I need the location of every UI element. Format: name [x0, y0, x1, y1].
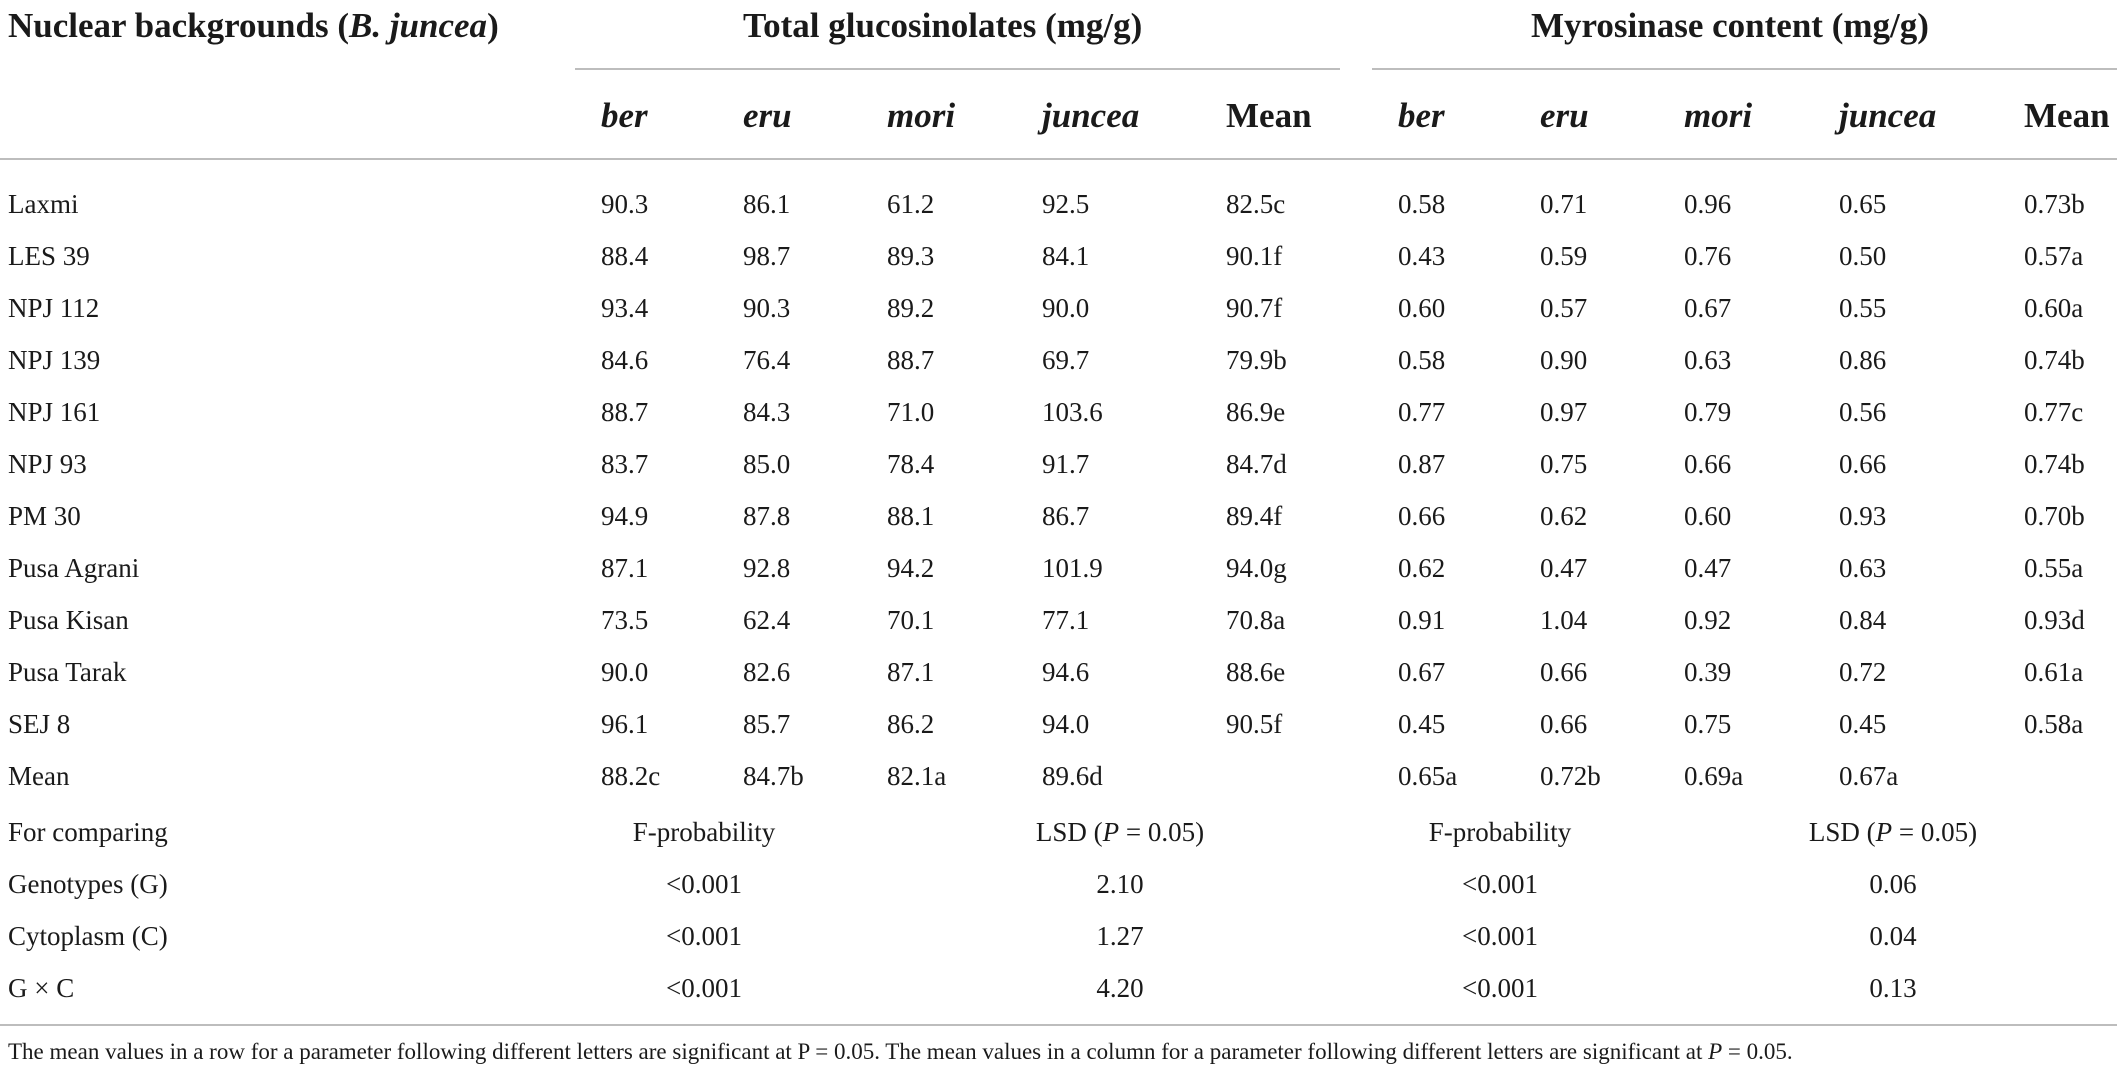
row-label: NPJ 139: [8, 345, 101, 375]
g1-lsd-label: [1036, 806, 1204, 858]
glucosinolate-cell: 94.2: [887, 553, 935, 583]
myrosinase-cell: 0.77c: [2024, 397, 2084, 427]
column-header-nuclear-backgrounds: [8, 8, 499, 43]
glucosinolate-cell: 90.1f: [1226, 241, 1283, 271]
myrosinase-cell: 0.55a: [2024, 553, 2084, 583]
glucosinolate-cell: 89.4f: [1226, 501, 1283, 531]
myrosinase-cell: 0.59: [1540, 241, 1588, 271]
lsd-suffix: = 0.05): [1892, 817, 1978, 847]
row-label: Pusa Kisan: [8, 605, 129, 635]
table-row: [0, 334, 2117, 386]
glucosinolate-cell: 82.1a: [887, 761, 947, 791]
myrosinase-cell: 0.75: [1684, 709, 1732, 739]
comparison-row-label: G × C: [8, 973, 75, 1003]
footnote-p: P: [1708, 1039, 1723, 1064]
glucosinolate-cell: 92.8: [743, 553, 791, 583]
glucosinolate-cell: 87.1: [887, 657, 935, 687]
glucosinolate-cell: 88.4: [601, 241, 649, 271]
myrosinase-cell: 0.43: [1398, 241, 1446, 271]
table-row: [0, 750, 2117, 802]
myrosinase-cell: 0.60a: [2024, 293, 2084, 323]
glucosinolate-cell: 86.9e: [1226, 397, 1286, 427]
myrosinase-cell: 0.57a: [2024, 241, 2084, 271]
glucosinolate-cell: 89.6d: [1042, 761, 1103, 791]
glucosinolate-cell: 88.7: [887, 345, 935, 375]
glucosinolate-cell: 103.6: [1042, 397, 1103, 427]
myrosinase-cell: 0.67a: [1839, 761, 1899, 791]
table-bottom-rule: [0, 1024, 2117, 1026]
glucosinolate-cell: 88.6e: [1226, 657, 1286, 687]
glucosinolate-cell: 88.2c: [601, 761, 661, 791]
myrosinase-cell: 0.86: [1839, 345, 1887, 375]
glucosinolate-cell: 84.7d: [1226, 449, 1287, 479]
glucosinolate-cell: 94.0: [1042, 709, 1090, 739]
comparison-header-row: [0, 806, 2117, 858]
g1-fprob-label: F-probability: [632, 817, 776, 847]
subheader-g1-eru: eru: [743, 96, 792, 135]
myrosinase-cell: 0.93: [1839, 501, 1887, 531]
table-row: [0, 178, 2117, 230]
table-row: [0, 490, 2117, 542]
glucosinolate-cell: 70.1: [887, 605, 935, 635]
glucosinolate-cell: 88.1: [887, 501, 935, 531]
row-label: Pusa Agrani: [8, 553, 140, 583]
glucosinolate-cell: 61.2: [887, 189, 935, 219]
myrosinase-cell: 0.58a: [2024, 709, 2084, 739]
subheader-g1-mean: Mean: [1226, 96, 1312, 135]
myrosinase-cell: 0.66: [1540, 657, 1588, 687]
myrosinase-cell: 0.45: [1398, 709, 1446, 739]
subheader-g2-mori: mori: [1684, 96, 1753, 135]
glucosinolate-cell: 89.3: [887, 241, 935, 271]
myrosinase-cell: 0.67: [1684, 293, 1732, 323]
myrosinase-cell: 0.92: [1684, 605, 1732, 635]
glucosinolate-cell: 90.3: [743, 293, 791, 323]
glucosinolate-cell: 84.3: [743, 397, 791, 427]
row-label: SEJ 8: [8, 709, 71, 739]
g2-lsd-value: 0.13: [1869, 973, 1917, 1003]
myrosinase-cell: 0.62: [1398, 553, 1446, 583]
glucosinolate-cell: 84.1: [1042, 241, 1090, 271]
group1-underline: [575, 68, 1340, 70]
myrosinase-cell: 0.74b: [2024, 449, 2085, 479]
g2-fprob-value: <0.001: [1462, 973, 1538, 1003]
glucosinolate-cell: 98.7: [743, 241, 791, 271]
myrosinase-cell: 0.45: [1839, 709, 1887, 739]
comparison-row: [0, 858, 2117, 910]
myrosinase-cell: 0.56: [1839, 397, 1887, 427]
glucosinolate-cell: 101.9: [1042, 553, 1103, 583]
myrosinase-cell: 0.47: [1684, 553, 1732, 583]
myrosinase-cell: 0.90: [1540, 345, 1588, 375]
myrosinase-cell: 0.62: [1540, 501, 1588, 531]
myrosinase-cell: 0.71: [1540, 189, 1588, 219]
glucosinolate-cell: 93.4: [601, 293, 649, 323]
table-row: [0, 542, 2117, 594]
myrosinase-cell: 0.66: [1398, 501, 1446, 531]
myrosinase-cell: 0.76: [1684, 241, 1732, 271]
row-label: NPJ 112: [8, 293, 100, 323]
glucosinolate-cell: 94.9: [601, 501, 649, 531]
myrosinase-cell: 1.04: [1540, 605, 1588, 635]
comparison-row-label: Cytoplasm (C): [8, 921, 168, 951]
glucosinolate-cell: 87.1: [601, 553, 649, 583]
lsd-p: P: [1102, 817, 1120, 847]
group-header-total-glucosinolates: Total glucosinolates (mg/g): [743, 6, 1143, 45]
myrosinase-cell: 0.57: [1540, 293, 1588, 323]
myrosinase-cell: 0.72: [1839, 657, 1887, 687]
myrosinase-cell: 0.39: [1684, 657, 1732, 687]
g1-fprob-value: <0.001: [666, 869, 742, 899]
subheader-g1-mori: mori: [887, 96, 956, 135]
glucosinolate-cell: 73.5: [601, 605, 649, 635]
g2-lsd-label: [1809, 806, 1977, 858]
header-species: B. juncea: [348, 6, 488, 45]
footnote-text-end: = 0.05.: [1722, 1039, 1793, 1064]
myrosinase-cell: 0.97: [1540, 397, 1588, 427]
glucosinolate-cell: 85.0: [743, 449, 791, 479]
g2-fprob-label: F-probability: [1428, 817, 1572, 847]
glucosinolate-cell: 96.1: [601, 709, 649, 739]
glucosinolate-cell: 71.0: [887, 397, 935, 427]
glucosinolate-cell: 85.7: [743, 709, 791, 739]
myrosinase-cell: 0.70b: [2024, 501, 2085, 531]
table-row: [0, 594, 2117, 646]
glucosinolate-cell: 82.6: [743, 657, 791, 687]
myrosinase-cell: 0.96: [1684, 189, 1732, 219]
row-label: Mean: [8, 761, 70, 791]
myrosinase-cell: 0.66: [1839, 449, 1887, 479]
glucosinolate-cell: 90.0: [601, 657, 649, 687]
myrosinase-cell: 0.63: [1684, 345, 1732, 375]
glucosinolate-cell: 69.7: [1042, 345, 1090, 375]
myrosinase-cell: 0.65a: [1398, 761, 1458, 791]
myrosinase-cell: 0.66: [1540, 709, 1588, 739]
glucosinolate-cell: 84.6: [601, 345, 649, 375]
glucosinolate-cell: 90.3: [601, 189, 649, 219]
group-header-myrosinase-content: Myrosinase content (mg/g): [1531, 6, 1929, 45]
glucosinolate-cell: 79.9b: [1226, 345, 1287, 375]
myrosinase-cell: 0.84: [1839, 605, 1887, 635]
header-bottom-rule: [0, 158, 2117, 160]
g1-lsd-value: 1.27: [1096, 921, 1144, 951]
glucosinolate-cell: 91.7: [1042, 449, 1090, 479]
myrosinase-cell: 0.65: [1839, 189, 1887, 219]
myrosinase-cell: 0.69a: [1684, 761, 1744, 791]
lsd-prefix: LSD (: [1035, 817, 1103, 847]
table-row: [0, 646, 2117, 698]
lsd-p: P: [1875, 817, 1893, 847]
myrosinase-cell: 0.61a: [2024, 657, 2084, 687]
row-label: PM 30: [8, 501, 81, 531]
myrosinase-cell: 0.47: [1540, 553, 1588, 583]
glucosinolate-cell: 94.6: [1042, 657, 1090, 687]
table-row: [0, 698, 2117, 750]
myrosinase-cell: 0.77: [1398, 397, 1446, 427]
glucosinolate-cell: 90.5f: [1226, 709, 1283, 739]
g2-fprob-value: <0.001: [1462, 921, 1538, 951]
g1-lsd-value: 4.20: [1096, 973, 1144, 1003]
row-label: Pusa Tarak: [8, 657, 127, 687]
comparison-row-label: Genotypes (G): [8, 869, 168, 899]
myrosinase-cell: 0.75: [1540, 449, 1588, 479]
myrosinase-cell: 0.67: [1398, 657, 1446, 687]
subheader-g1-ber: ber: [601, 96, 648, 135]
subheader-g2-eru: eru: [1540, 96, 1589, 135]
header-text: Nuclear backgrounds (: [8, 6, 349, 45]
table-row: [0, 386, 2117, 438]
glucosinolate-cell: 86.2: [887, 709, 935, 739]
g1-lsd-value: 2.10: [1096, 869, 1144, 899]
glucosinolate-cell: 90.0: [1042, 293, 1090, 323]
glucosinolate-cell: 77.1: [1042, 605, 1090, 635]
g2-lsd-value: 0.06: [1869, 869, 1917, 899]
glucosinolate-cell: 89.2: [887, 293, 935, 323]
lsd-suffix: = 0.05): [1119, 817, 1205, 847]
row-label: LES 39: [8, 241, 90, 271]
glucosinolate-cell: 88.7: [601, 397, 649, 427]
myrosinase-cell: 0.66: [1684, 449, 1732, 479]
table-footnote: [8, 1040, 1793, 1063]
glucosinolate-cell: 78.4: [887, 449, 935, 479]
glucosinolate-cell: 84.7b: [743, 761, 804, 791]
myrosinase-cell: 0.58: [1398, 345, 1446, 375]
myrosinase-cell: 0.91: [1398, 605, 1446, 635]
row-label: NPJ 161: [8, 397, 101, 427]
g1-fprob-value: <0.001: [666, 973, 742, 1003]
glucosinolate-cell: 76.4: [743, 345, 791, 375]
myrosinase-cell: 0.87: [1398, 449, 1446, 479]
myrosinase-cell: 0.60: [1398, 293, 1446, 323]
myrosinase-cell: 0.72b: [1540, 761, 1601, 791]
subheader-g2-mean: Mean: [2024, 96, 2110, 135]
glucosinolate-cell: 83.7: [601, 449, 649, 479]
g2-fprob-value: <0.001: [1462, 869, 1538, 899]
glucosinolate-cell: 94.0g: [1226, 553, 1287, 583]
myrosinase-cell: 0.93d: [2024, 605, 2085, 635]
myrosinase-cell: 0.55: [1839, 293, 1887, 323]
table-row: [0, 282, 2117, 334]
myrosinase-cell: 0.79: [1684, 397, 1732, 427]
glucosinolate-cell: 82.5c: [1226, 189, 1286, 219]
row-label: NPJ 93: [8, 449, 87, 479]
header-text-end: ): [487, 6, 499, 45]
myrosinase-cell: 0.50: [1839, 241, 1887, 271]
footnote-text: The mean values in a row for a parameter following different letters are significant at P = 0.05. The mean values in a column for a parameter following different letters are significant at: [8, 1039, 1709, 1064]
glucosinolate-cell: 87.8: [743, 501, 791, 531]
comparison-row: [0, 962, 2117, 1014]
glucosinolate-cell: 86.7: [1042, 501, 1090, 531]
glucosinolate-cell: 86.1: [743, 189, 791, 219]
glucosinolate-cell: 70.8a: [1226, 605, 1286, 635]
lsd-prefix: LSD (: [1808, 817, 1876, 847]
row-label: Laxmi: [8, 189, 79, 219]
subheader-g2-juncea: juncea: [1839, 96, 1937, 135]
myrosinase-cell: 0.58: [1398, 189, 1446, 219]
comparison-row: [0, 910, 2117, 962]
subheader-g2-ber: ber: [1398, 96, 1445, 135]
table-row: [0, 230, 2117, 282]
comparison-label: For comparing: [8, 817, 168, 847]
myrosinase-cell: 0.63: [1839, 553, 1887, 583]
myrosinase-cell: 0.73b: [2024, 189, 2085, 219]
myrosinase-cell: 0.74b: [2024, 345, 2085, 375]
g1-fprob-value: <0.001: [666, 921, 742, 951]
glucosinolate-cell: 92.5: [1042, 189, 1090, 219]
g2-lsd-value: 0.04: [1869, 921, 1917, 951]
myrosinase-cell: 0.60: [1684, 501, 1732, 531]
group2-underline: [1372, 68, 2117, 70]
table-row: [0, 438, 2117, 490]
glucosinolate-cell: 90.7f: [1226, 293, 1283, 323]
glucosinolate-cell: 62.4: [743, 605, 791, 635]
subheader-g1-juncea: juncea: [1042, 96, 1140, 135]
